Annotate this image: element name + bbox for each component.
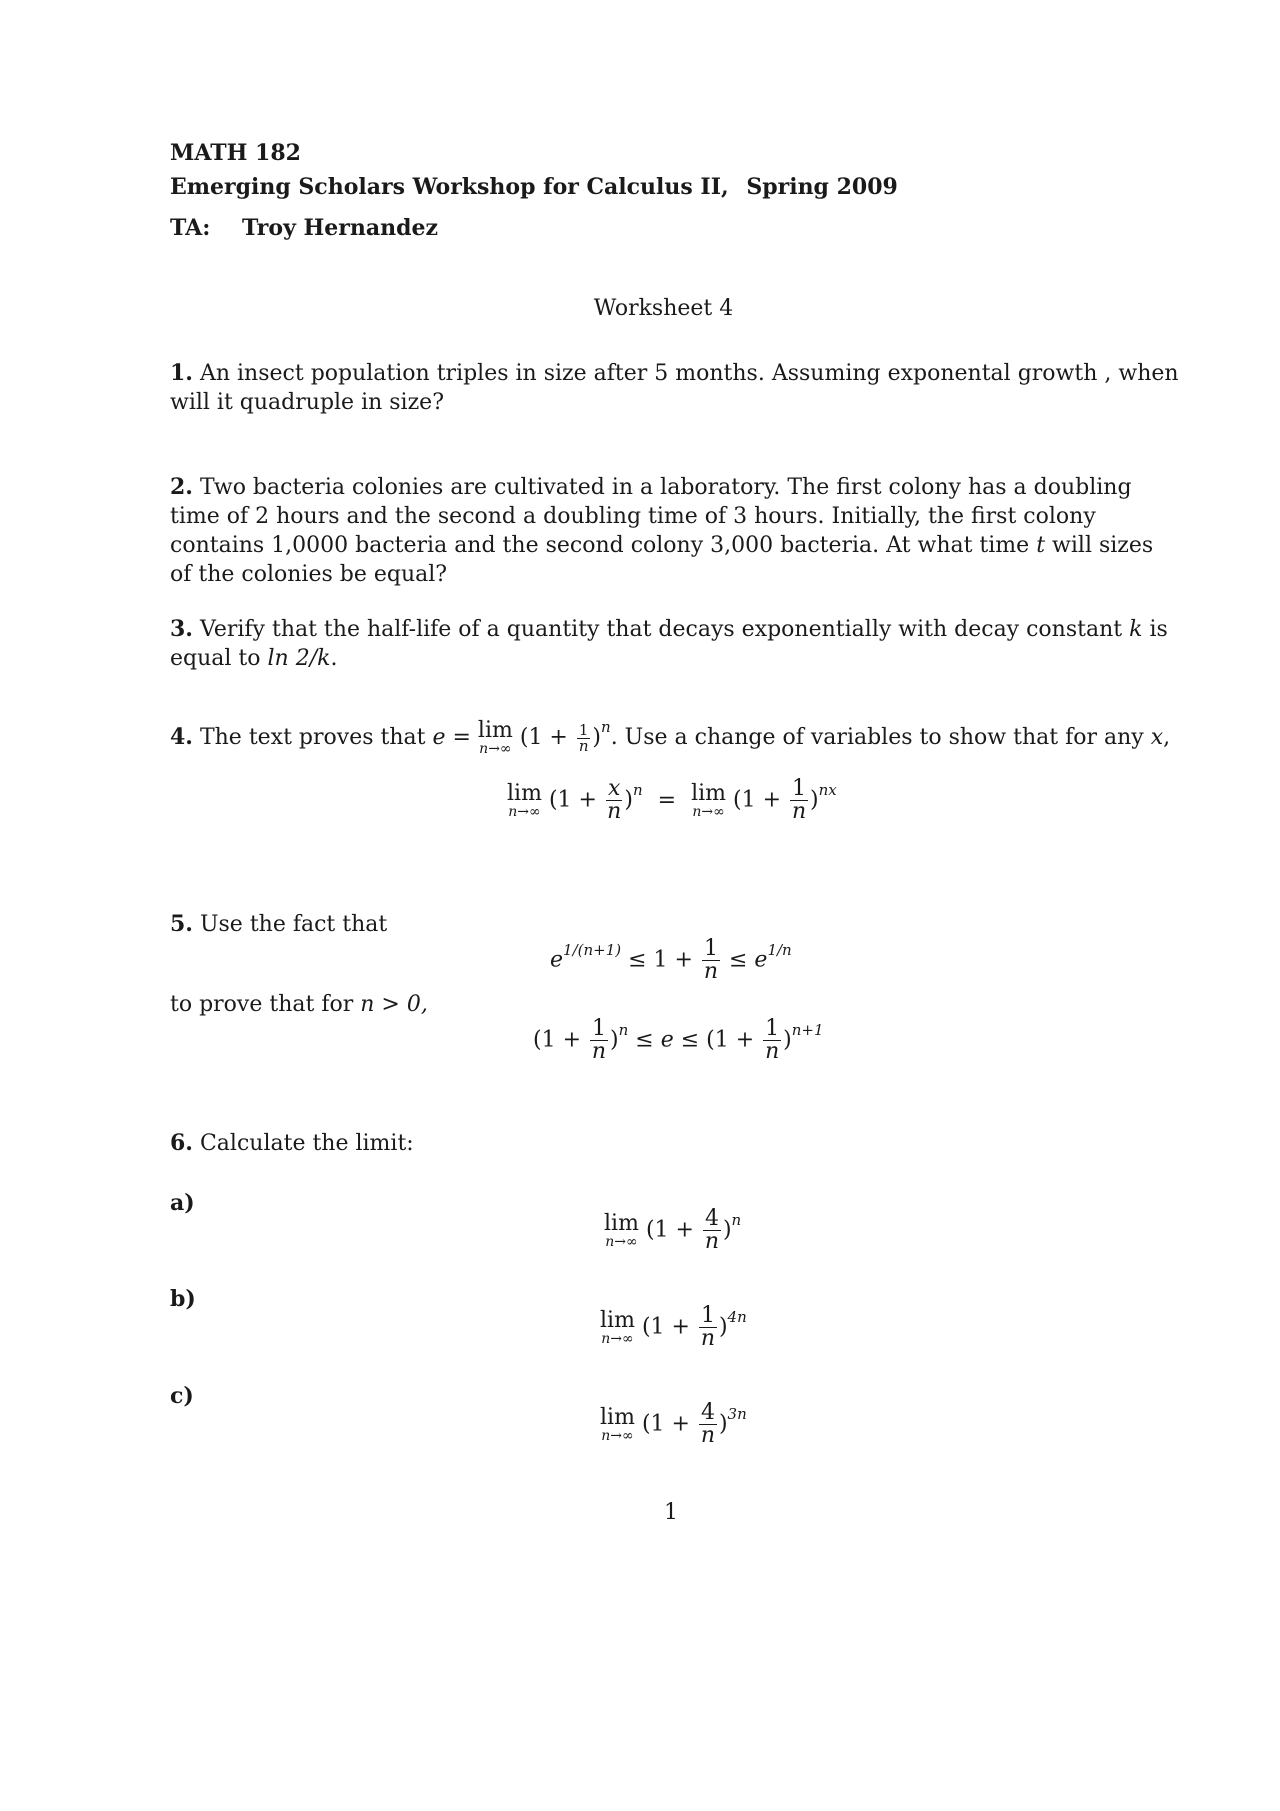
exponent-left: 1/(n+1)	[563, 940, 622, 959]
half-life-expression: ln 2/k	[267, 646, 331, 671]
fraction-4-over-n: $\frac{4}{n}$	[700, 1400, 716, 1448]
e-equals: e =	[432, 725, 471, 750]
limit-operator	[478, 720, 513, 756]
problem-1	[170, 359, 1180, 417]
limit-operator: lim n→∞	[691, 780, 727, 820]
equals: =	[657, 787, 677, 813]
fraction-4-over-n: $\frac{4}{n}$	[704, 1206, 720, 1254]
exponent-nx: nx	[818, 780, 837, 799]
problem-number: 4.	[170, 724, 193, 750]
problem-number: 5.	[170, 911, 193, 937]
problem-text: Use the fact that	[199, 912, 388, 937]
open-one-plus: (1 +	[706, 1027, 755, 1053]
close-paren: )	[610, 1027, 619, 1053]
problem-5	[170, 910, 387, 939]
exponent-n: n	[601, 718, 611, 736]
equation-e-bounds	[533, 1018, 824, 1063]
close-paren: )	[624, 787, 633, 813]
ta-line	[170, 215, 438, 241]
part-c-label: c)	[170, 1383, 194, 1409]
open-one-plus: (1 +	[533, 1027, 582, 1053]
one-plus: (1 +	[733, 787, 782, 813]
limit-operator: lim n→∞	[600, 1307, 635, 1347]
limit-operator: lim n→∞	[507, 780, 542, 820]
fraction-1-over-n: $\frac{1}{n}$	[791, 776, 807, 824]
fraction-1-over-n: $\frac{1}{n}$	[578, 720, 589, 755]
problem-number: 1.	[170, 360, 193, 386]
problem-number: 2.	[170, 474, 193, 500]
equation-exponential-bounds	[550, 938, 792, 983]
comma: ,	[1163, 725, 1171, 750]
variable-t: t	[1036, 533, 1046, 558]
close-paren: )	[810, 787, 819, 813]
one-plus: (1 +	[645, 1217, 694, 1243]
variable-x: x	[1150, 725, 1164, 750]
period: .	[330, 646, 338, 671]
problem-text: An insect population triples in size after 5 months. Assuming exponental growth , when will it quadruple in size?	[170, 361, 1179, 415]
ta-name: Troy Hernandez	[242, 215, 439, 241]
limit-operator: lim n→∞	[600, 1404, 635, 1444]
fraction-1-over-n: $\frac{1}{n}$	[765, 1016, 780, 1064]
exponent-n-plus-1: n+1	[791, 1020, 824, 1039]
condition: n > 0,	[360, 992, 428, 1017]
one-plus: (1 +	[641, 1314, 690, 1340]
variable-k: k	[1129, 617, 1143, 642]
course-code: MATH 182	[170, 140, 301, 166]
limit-part-c	[600, 1402, 747, 1447]
lim-word: lim	[477, 718, 513, 743]
part-b-label: b)	[170, 1286, 196, 1312]
close-paren: )	[783, 1027, 792, 1053]
e-base: e	[550, 947, 564, 973]
page-title: Worksheet 4	[593, 296, 734, 321]
workshop-line	[170, 174, 898, 200]
e-base: e	[754, 947, 768, 973]
problem-4	[170, 720, 1170, 756]
limit-operator: lim n→∞	[604, 1210, 639, 1250]
equation-change-of-variables	[507, 778, 837, 823]
exponent-right: 1/n	[767, 940, 792, 959]
problem-text: to prove that for	[170, 992, 354, 1017]
problem-text: Two bacteria colonies are cultivated in a laboratory. The first colony has a doubling time of 2 hours and the second a doubling time of 3 hours. Initially, the first colony contains 1,0000 bacteria and the second colony 3,000 bacteria. At what time	[170, 475, 1132, 558]
close-paren: )	[718, 1411, 728, 1437]
problem-number: 6.	[170, 1130, 193, 1156]
problem-3	[170, 615, 1180, 673]
ta-label: TA:	[170, 215, 211, 241]
term: Spring 2009	[746, 174, 898, 200]
exponent-n: n	[731, 1210, 742, 1229]
problem-text-mid: is equal to	[170, 617, 1168, 671]
problem-text-mid: . Use a change of variables to show that for any	[610, 725, 1144, 750]
exponent-4n: 4n	[727, 1307, 747, 1326]
problem-text: Calculate the limit:	[199, 1131, 414, 1156]
problem-number: 3.	[170, 616, 193, 642]
fraction-1-over-n: $\frac{1}{n}$	[703, 936, 719, 984]
leq: ≤	[728, 947, 748, 973]
one-plus: (1 +	[519, 725, 568, 750]
problem-text-end: will sizes of the colonies be equal?	[170, 533, 1154, 587]
fraction-x-over-n: $\frac{x}{n}$	[607, 776, 622, 824]
leq-e-leq: ≤ e ≤	[635, 1027, 700, 1053]
fraction-1-over-n: $\frac{1}{n}$	[591, 1016, 607, 1064]
close-paren: )	[718, 1314, 728, 1340]
limit-part-a	[604, 1208, 741, 1253]
problem-5-continuation	[170, 990, 428, 1019]
part-a-label: a)	[170, 1190, 195, 1216]
problem-text: Verify that the half-life of a quantity that decays exponentially with decay constant	[199, 617, 1123, 642]
one-plus: (1 +	[641, 1411, 690, 1437]
exponent-3n: 3n	[727, 1404, 747, 1423]
workshop-title: Emerging Scholars Workshop for Calculus II,	[170, 174, 729, 200]
close-paren: )	[722, 1217, 732, 1243]
exponent-n: n	[618, 1020, 629, 1039]
exponent-n: n	[632, 780, 643, 799]
one-plus: (1 +	[548, 787, 597, 813]
fraction-1-over-n: $\frac{1}{n}$	[700, 1303, 716, 1351]
close-paren: )	[592, 725, 602, 750]
page-number: 1	[664, 1500, 678, 1525]
leq-one-plus: ≤ 1 +	[628, 947, 693, 973]
problem-6	[170, 1129, 414, 1158]
problem-2	[170, 473, 1180, 589]
lim-subscript: n→∞	[479, 741, 512, 757]
limit-part-b	[600, 1305, 747, 1350]
problem-text: The text proves that	[199, 725, 426, 750]
